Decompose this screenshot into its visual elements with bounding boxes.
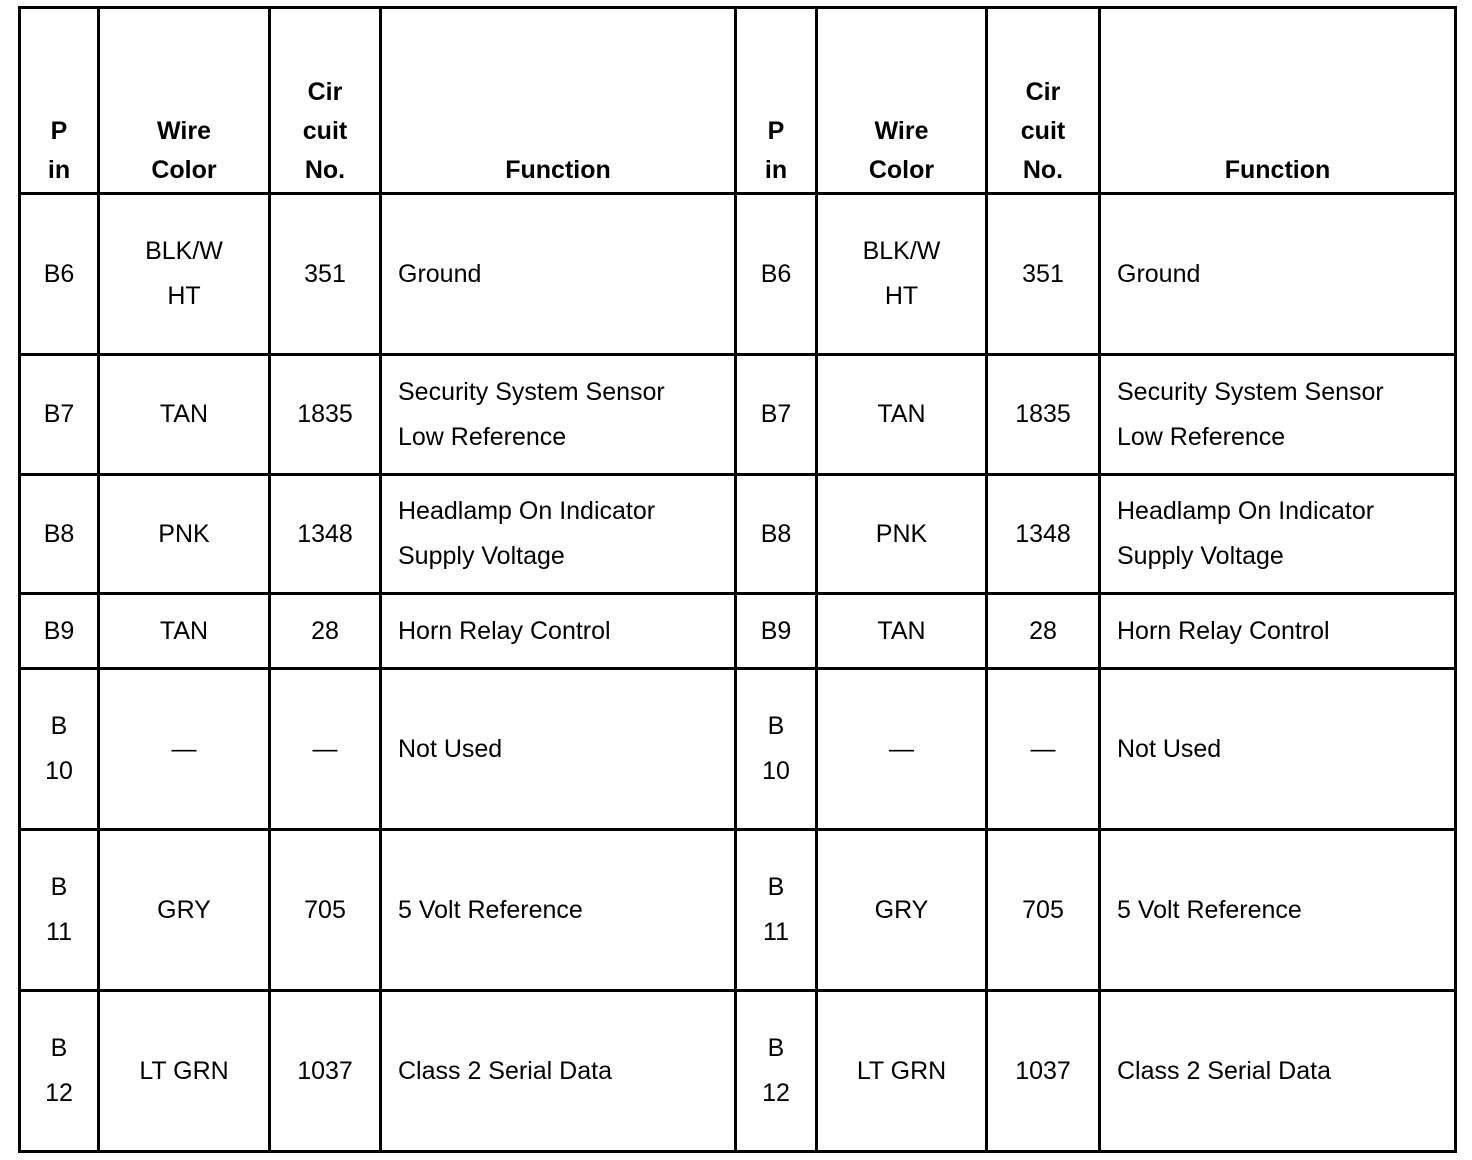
circuit-cell: 705	[987, 830, 1100, 991]
circuit-cell: 705	[270, 830, 381, 991]
header-pin: P in	[20, 8, 99, 194]
circuit-cell: 1835	[987, 355, 1100, 475]
table-row	[20, 669, 1456, 830]
pin-cell: B7	[20, 355, 99, 475]
pin-cell: B 11	[20, 830, 99, 991]
pin-cell: B 10	[20, 669, 99, 830]
wire-color-cell: TAN	[99, 594, 270, 669]
wire-color-cell: PNK	[817, 475, 987, 594]
header-circuit-no: Cir cuit No.	[270, 8, 381, 194]
circuit-cell: 351	[987, 194, 1100, 355]
header-wire-color: Wire Color	[817, 8, 987, 194]
function-cell: Headlamp On Indicator Supply Voltage	[381, 475, 736, 594]
connector-pinout-table	[18, 6, 1457, 1153]
wire-color-cell: PNK	[99, 475, 270, 594]
function-cell: Class 2 Serial Data	[1100, 991, 1456, 1152]
wire-color-cell: LT GRN	[99, 991, 270, 1152]
header-function: Function	[381, 8, 736, 194]
function-cell: Security System Sensor Low Reference	[381, 355, 736, 475]
pin-cell: B9	[736, 594, 817, 669]
table-row	[20, 194, 1456, 355]
circuit-cell: 1037	[987, 991, 1100, 1152]
table-row	[20, 594, 1456, 669]
circuit-cell: —	[987, 669, 1100, 830]
function-cell: Not Used	[1100, 669, 1456, 830]
circuit-cell: 351	[270, 194, 381, 355]
header-pin: P in	[736, 8, 817, 194]
function-cell: Horn Relay Control	[381, 594, 736, 669]
circuit-cell: 1348	[987, 475, 1100, 594]
function-cell: 5 Volt Reference	[381, 830, 736, 991]
table-row	[20, 475, 1456, 594]
circuit-cell: 28	[987, 594, 1100, 669]
circuit-cell: 28	[270, 594, 381, 669]
wire-color-cell: TAN	[817, 594, 987, 669]
pin-cell: B8	[20, 475, 99, 594]
circuit-cell: 1835	[270, 355, 381, 475]
wire-color-cell: GRY	[817, 830, 987, 991]
wire-color-cell: GRY	[99, 830, 270, 991]
wire-color-cell: —	[99, 669, 270, 830]
function-cell: Headlamp On Indicator Supply Voltage	[1100, 475, 1456, 594]
function-cell: 5 Volt Reference	[1100, 830, 1456, 991]
function-cell: Class 2 Serial Data	[381, 991, 736, 1152]
pin-cell: B7	[736, 355, 817, 475]
table-row	[20, 355, 1456, 475]
wire-color-cell: TAN	[817, 355, 987, 475]
pin-cell: B 12	[20, 991, 99, 1152]
table-row	[20, 830, 1456, 991]
wire-color-cell: LT GRN	[817, 991, 987, 1152]
header-wire-color: Wire Color	[99, 8, 270, 194]
function-cell: Ground	[381, 194, 736, 355]
pin-cell: B 10	[736, 669, 817, 830]
header-row	[20, 8, 1456, 194]
function-cell: Security System Sensor Low Reference	[1100, 355, 1456, 475]
pin-cell: B6	[736, 194, 817, 355]
header-circuit-no: Cir cuit No.	[987, 8, 1100, 194]
function-cell: Not Used	[381, 669, 736, 830]
wire-color-cell: TAN	[99, 355, 270, 475]
wire-color-cell: BLK/W HT	[99, 194, 270, 355]
pin-cell: B 12	[736, 991, 817, 1152]
wire-color-cell: BLK/W HT	[817, 194, 987, 355]
circuit-cell: —	[270, 669, 381, 830]
pin-cell: B9	[20, 594, 99, 669]
pin-cell: B6	[20, 194, 99, 355]
circuit-cell: 1037	[270, 991, 381, 1152]
function-cell: Horn Relay Control	[1100, 594, 1456, 669]
header-function: Function	[1100, 8, 1456, 194]
pin-cell: B8	[736, 475, 817, 594]
function-cell: Ground	[1100, 194, 1456, 355]
wire-color-cell: —	[817, 669, 987, 830]
circuit-cell: 1348	[270, 475, 381, 594]
table-row	[20, 991, 1456, 1152]
pin-cell: B 11	[736, 830, 817, 991]
